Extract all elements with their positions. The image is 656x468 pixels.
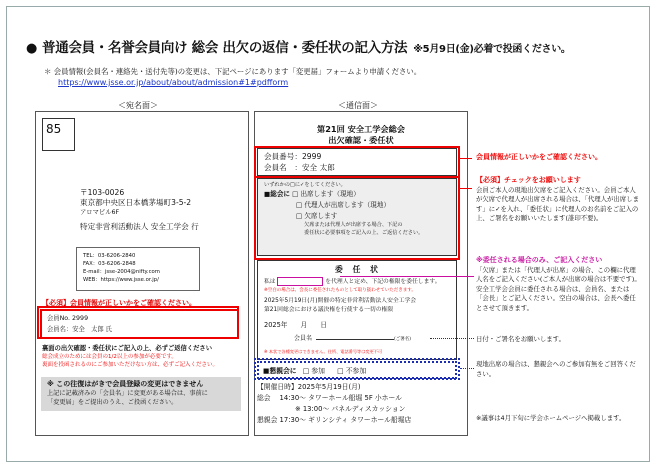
change-note-text: ＊ 会員情報(会員名・連絡先・送付先等)の変更は、下記ページにあります「変更届」フォームより申請ください。	[44, 67, 422, 76]
attend-option-absent[interactable]: □ 欠席します	[296, 212, 338, 220]
member-highlight	[254, 146, 460, 178]
notice-body-2: 「変更届」をご提出のうえ、ご投函ください。	[47, 399, 178, 406]
postal-stamp-box	[42, 118, 75, 151]
attend-label: ■総会に	[264, 190, 291, 198]
proxy-line-2: を代理人と定め、下記の権限を委任します。	[325, 279, 441, 285]
attend-option-present[interactable]: □ 出席します（現地）	[292, 190, 360, 198]
proxy-body-1: 2025年5月19日(月)開催の特定非営利活動法人安全工学会	[264, 298, 417, 304]
contact-fax: FAX：03-6206-2848	[83, 261, 136, 267]
recipient-name: 特定非営利活動法人 安全工学会 行	[80, 222, 199, 231]
connector-2	[460, 188, 472, 189]
quorum-note: 総会成立のためには会員の1/2以上の参加が必要です。	[42, 354, 177, 360]
event-info	[257, 382, 457, 426]
change-note	[44, 66, 421, 88]
annotation-proxy-body: 「欠席」または「代理人が出席」の場合、この欄に代理人名をご記入ください(ご本人が出席の場合は不要です)。安全工学会会員に委任される場合は、会員名、または「会長」とご記入ください。空白の場合は、会長へ委任とさせて頂きます。	[476, 265, 641, 312]
event-meeting: 総会 14:30～ タワーホール船堀 5F 小ホール	[257, 394, 402, 402]
left-member-highlight	[37, 306, 239, 339]
member-name-label: 会員名 ：	[264, 163, 302, 172]
connector-3	[340, 276, 474, 277]
proxy-footer: ※ 本状で各種変更はできません。住所、電話番号等は変更不可	[264, 349, 383, 354]
message-side-heading: ＜通信面＞	[338, 101, 378, 110]
proxy-title: 委 任 状	[335, 265, 379, 274]
annotation-proxy	[476, 256, 641, 313]
card-title	[255, 124, 467, 146]
bullet-icon: ●	[26, 41, 38, 56]
annotation-required-check	[476, 176, 641, 224]
proxy-body-2: 第21回総会における議決権を行使する一切の権限	[264, 307, 394, 313]
contact-web: WEB：https://www.jsse.or.jp/	[83, 277, 159, 283]
event-party: 懇親会 17:30～ ギリンシティ タワーホール船堀店	[257, 416, 412, 424]
recipient-address	[80, 188, 199, 232]
title-text: 普通会員・名誉会員向け 総会 出欠の返信・委任状の記入方法	[42, 40, 408, 56]
contact-tel: TEL：03-6206-2840	[83, 253, 136, 259]
page-title	[26, 36, 571, 56]
party-option-join[interactable]: □ 参加	[302, 367, 325, 375]
attendance-highlight	[254, 176, 460, 260]
absent-note-1: 欠席または代理人が出席する場合、下記の	[304, 222, 403, 228]
connector-1	[460, 158, 472, 159]
annotation-required-title: 【必須】チェックをお願いします	[476, 176, 581, 184]
proxy-date-field[interactable]: 2025年 月 日	[264, 321, 327, 329]
proxy-name-field[interactable]	[277, 277, 323, 286]
address-line-1: 東京都中央区日本橋茅場町3-5-2	[80, 198, 192, 207]
absent-note-2: 委任状に必要事項をご記入の上、ご返信ください。	[304, 229, 424, 236]
left-required-label: 【必須】会員情報が正しいかをご確認ください。	[42, 299, 196, 307]
event-date: 【開催日時】2025年5月19日(月)	[257, 383, 361, 391]
return-instructions	[42, 344, 218, 369]
connector-4	[430, 338, 474, 339]
event-panel: ※ 13:00～ パネルディスカッション	[295, 405, 406, 413]
address-line-2: アロマビル6F	[80, 209, 120, 216]
member-name-value: 安全 太郎	[301, 163, 335, 172]
change-form-link[interactable]: https://www.jsse.or.jp/about/about/admission#1#pdfform	[58, 78, 289, 87]
annotation-member-check: 会員情報が正しいかをご確認ください。	[476, 153, 602, 161]
party-label: ■懇親会に	[263, 367, 297, 375]
stamp-number: 85	[46, 122, 62, 136]
address-side-card	[35, 111, 249, 436]
absence-note: 裏面を投函されるのにご参加いただけない方は、必ずご記入ください。	[42, 362, 219, 368]
address-side-heading: ＜宛名面＞	[118, 101, 158, 110]
member-no-label: 会員番号：	[264, 152, 302, 161]
proxy-member-label: 会員名	[294, 335, 313, 342]
proxy-note: ※空白の場合は、会長に委任されたものとして取り扱わせていただきます。	[264, 288, 416, 293]
annotation-party: 現地出席の場合は、懇親会へのご参加有無をご回答ください。	[476, 360, 636, 378]
proxy-line-1: 私は	[264, 279, 276, 285]
annotation-minutes: ※議事は4月下旬に学会ホームページへ掲載します。	[476, 414, 626, 422]
proxy-signature-line[interactable]	[316, 339, 394, 340]
deadline-note: ※5月9日(金)必着で投函ください。	[413, 44, 571, 55]
notice-body-1: 上記に記載済みの「会員名」に変更がある場合は、事前に	[47, 390, 208, 397]
address-postal: 〒103-0026	[80, 188, 125, 197]
notice-title: ※ この往復はがきで会員登録の変更はできません	[47, 380, 204, 388]
proxy-sign-note: (ご署名)	[394, 337, 412, 342]
annotation-required-body: 会員ご本人の現地出欠席をご記入ください。会員ご本人が欠席で代理人が出席される場合は、「代理人が出席します」に✓を入れ、「委任状」に代理人のお名前をご記入の上、ご署名をお願いいたします(誰印不要)。	[476, 185, 639, 222]
annotation-proxy-title: ※委任される場合のみ、ご記入ください	[476, 256, 603, 264]
meeting-title: 第21回 安全工学会総会	[317, 124, 405, 134]
party-highlight	[254, 358, 460, 380]
contact-email: E-mail：jsse-2004@nifty.com	[83, 269, 160, 275]
proxy-form	[257, 260, 457, 360]
attend-option-proxy[interactable]: □ 代理人が出席します（現地）	[296, 201, 391, 209]
check-instruction: いずれかの□に✓をしてください。	[264, 182, 346, 188]
connector-5	[460, 368, 474, 369]
form-title: 出欠確認・委任状	[328, 135, 394, 145]
contact-box	[76, 247, 200, 291]
member-no-value: 2999	[301, 152, 322, 161]
annotation-sign: 日付・ご署名をお願いします。	[476, 335, 565, 343]
party-option-decline[interactable]: □ 不参加	[337, 367, 367, 375]
registration-notice	[41, 377, 241, 411]
member-name: 会員名：安全 太郎 氏	[47, 326, 112, 333]
member-number: 会員No. 2999	[47, 315, 89, 322]
return-text: 裏面の出欠確認・委任状にご記入の上、必ずご返信ください	[42, 345, 213, 352]
